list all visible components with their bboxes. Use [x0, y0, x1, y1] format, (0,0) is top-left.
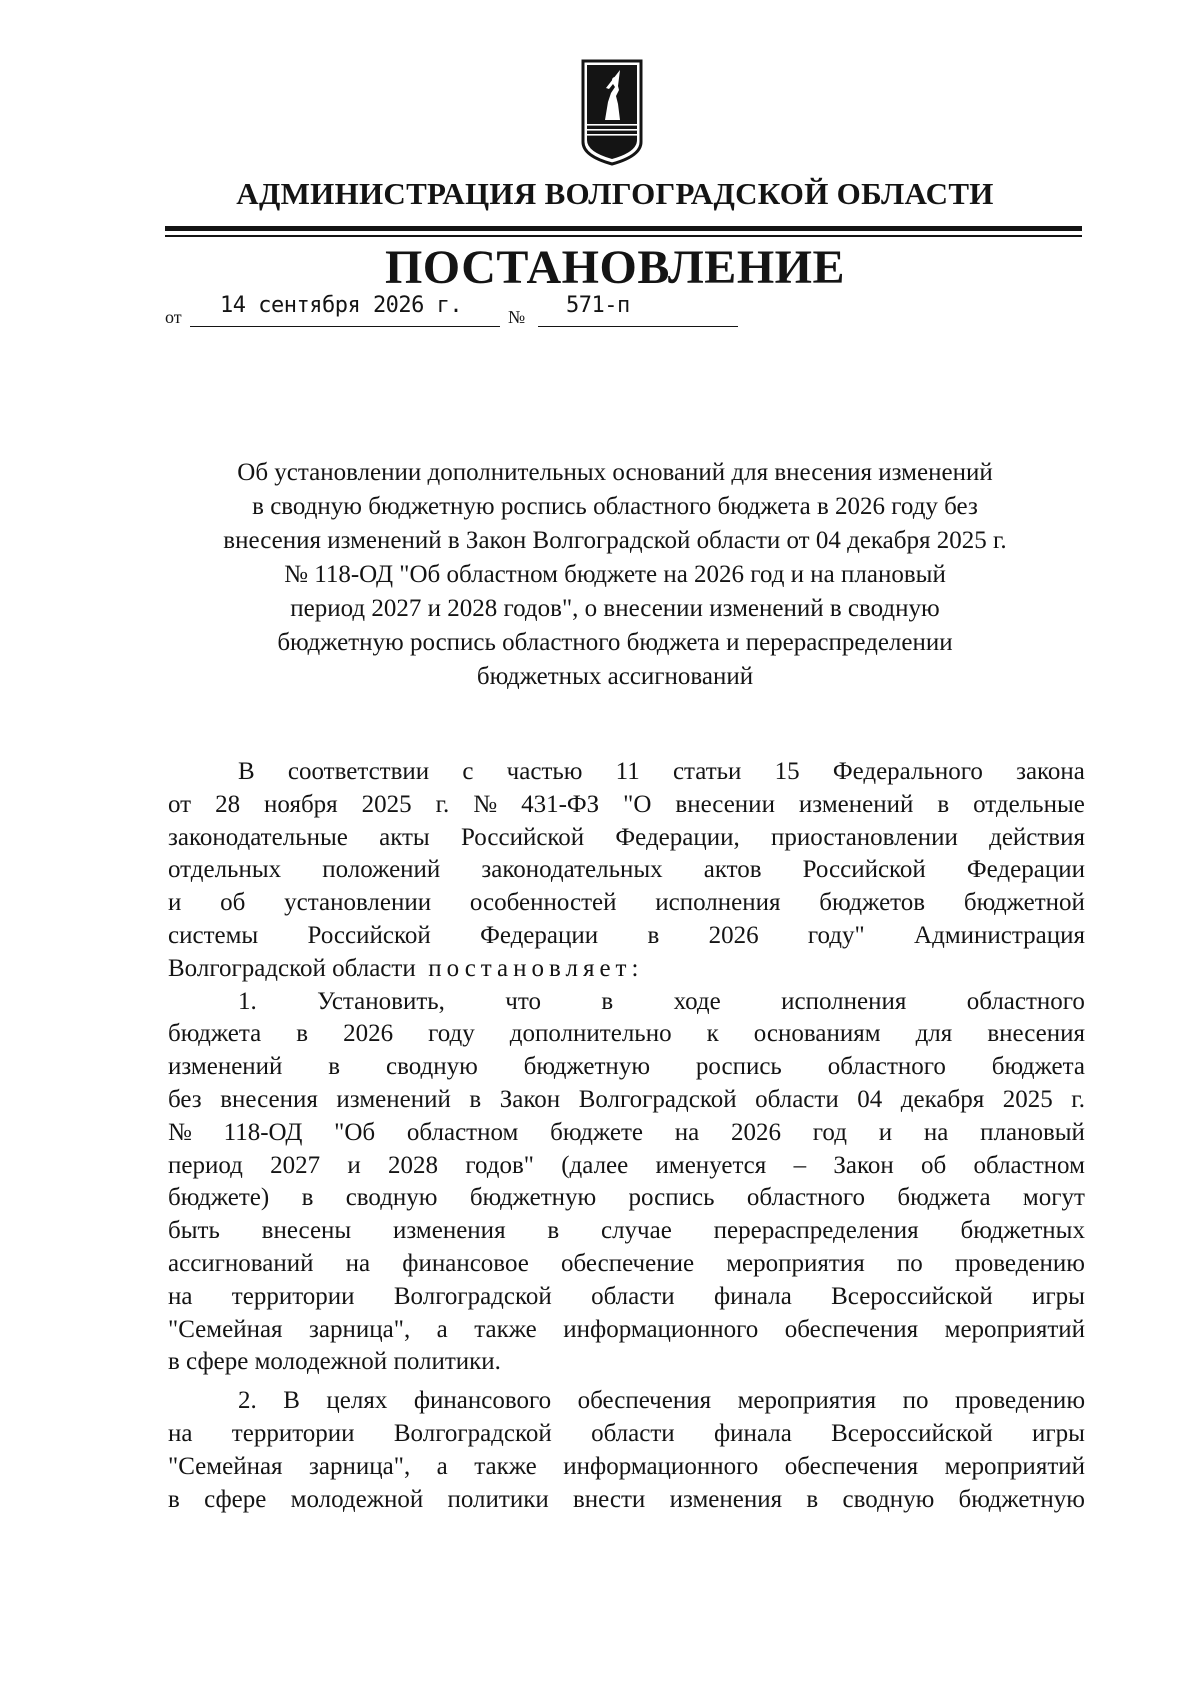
- clause-1-line: [168, 1150, 1085, 1183]
- word: системы: [168, 921, 259, 949]
- word: обеспечения: [784, 1315, 919, 1343]
- word: №: [473, 790, 498, 818]
- word: без: [168, 1085, 202, 1113]
- word: 431-ФЗ: [521, 790, 600, 818]
- word: от: [168, 790, 192, 818]
- word: актов: [703, 856, 762, 884]
- document-number: 571-п: [566, 293, 630, 318]
- word: мероприятия: [737, 1387, 877, 1415]
- word: в: [601, 987, 614, 1015]
- word: изменения: [393, 1217, 506, 1245]
- word: г.: [435, 790, 450, 818]
- word: бюджете: [550, 1118, 644, 1146]
- word: закона: [1016, 758, 1085, 785]
- word: в: [937, 790, 950, 818]
- word: особенностей: [469, 889, 617, 917]
- word: бюджетной: [963, 889, 1085, 917]
- clause-1-line: в сфере молодежной политики.: [168, 1348, 501, 1376]
- body-line: [168, 789, 1085, 822]
- clause-1-line: [168, 1248, 1085, 1281]
- word: период: [168, 1151, 243, 1179]
- clause-1-line: [168, 1084, 1085, 1117]
- body-line: [168, 756, 1085, 789]
- word: Всероссийской: [831, 1282, 993, 1310]
- word: 28: [215, 790, 241, 818]
- word: 2.: [238, 1387, 257, 1415]
- date-underline: [190, 326, 500, 327]
- body-line: [168, 953, 1085, 986]
- word: бюджете): [168, 1184, 270, 1212]
- word: области: [755, 1085, 839, 1113]
- word: Закон: [833, 1151, 894, 1179]
- word: областного: [746, 1184, 866, 1212]
- word: (далее: [561, 1151, 629, 1179]
- word: и: [878, 1118, 893, 1146]
- word: молодежной: [290, 1485, 424, 1513]
- word: изменений: [336, 1085, 451, 1113]
- word: основаниям: [753, 1020, 881, 1048]
- word: бюджетную: [523, 1053, 650, 1081]
- clause-1-line: [168, 1215, 1085, 1248]
- word: Российской: [460, 823, 585, 851]
- word: бюджетов: [819, 889, 926, 917]
- decree-verb: постановляет:: [428, 954, 644, 982]
- word: установлении: [284, 889, 432, 917]
- word: бюджета: [991, 1053, 1085, 1081]
- word: №: [168, 1118, 192, 1146]
- word: сфере: [204, 1485, 267, 1513]
- word: год: [812, 1118, 847, 1146]
- word: финансового: [413, 1387, 552, 1415]
- body-line: [168, 887, 1085, 920]
- clause-2-line: [168, 1418, 1085, 1451]
- word: Российской: [307, 921, 431, 949]
- clause-1-line: [168, 1117, 1085, 1150]
- word: обеспечения: [577, 1387, 712, 1415]
- word: финала: [713, 1419, 792, 1447]
- word: игры: [1032, 1282, 1085, 1310]
- word: по: [902, 1387, 929, 1415]
- subject-line: Об установлении дополнительных оснований для внесения изменений: [237, 459, 993, 486]
- word: законодательных: [481, 856, 663, 884]
- word: "Семейная: [168, 1452, 283, 1480]
- word: исполнения: [781, 987, 907, 1015]
- word: бюджета: [168, 1020, 262, 1048]
- word: мероприятия: [726, 1249, 865, 1277]
- word: именуется: [655, 1151, 767, 1179]
- word: по: [896, 1249, 923, 1277]
- word: Волгоградской: [393, 1282, 552, 1310]
- word: Федерального: [832, 758, 983, 785]
- word: приостановлении: [770, 823, 958, 851]
- word: ассигнований: [168, 1249, 314, 1277]
- word: игры: [1032, 1419, 1085, 1447]
- clause-1-line: [168, 1314, 1085, 1347]
- word: информационного: [563, 1452, 759, 1480]
- word: статьи: [672, 758, 742, 785]
- document-date: 14 сентября 2026 г.: [220, 293, 463, 318]
- word: финансовое: [402, 1249, 529, 1277]
- word: также: [474, 1452, 537, 1480]
- word: г.: [1071, 1085, 1085, 1113]
- word: для: [915, 1020, 953, 1048]
- word: Установить,: [317, 987, 445, 1015]
- word: действия: [989, 823, 1085, 851]
- word: году": [807, 921, 865, 949]
- word: зарница",: [309, 1452, 411, 1480]
- word: Российской: [802, 856, 926, 884]
- word: на: [168, 1419, 193, 1447]
- word: 1.: [238, 987, 257, 1015]
- word: 2025: [1002, 1085, 1053, 1113]
- word: изменения: [669, 1485, 783, 1513]
- word: 15: [774, 758, 800, 785]
- word: с: [462, 758, 474, 785]
- word: области: [591, 1419, 675, 1447]
- word: в: [647, 921, 660, 949]
- word: внесения: [987, 1020, 1085, 1048]
- word: мероприятий: [944, 1452, 1085, 1480]
- date-label: от: [165, 307, 182, 327]
- word: в: [301, 1184, 314, 1212]
- word: быть: [168, 1217, 220, 1245]
- word: законодательные: [168, 823, 348, 851]
- word: к: [706, 1020, 719, 1048]
- word: финала: [713, 1282, 792, 1310]
- word: Закон: [499, 1085, 561, 1113]
- word: роспись: [628, 1184, 715, 1212]
- word: отдельных: [168, 856, 282, 884]
- word: на: [168, 1282, 193, 1310]
- word: бюджетную: [469, 1184, 597, 1212]
- word: внесении: [675, 790, 775, 818]
- clause-1-line: [168, 1051, 1085, 1084]
- word: положений: [322, 856, 441, 884]
- clause-2-line: [168, 1451, 1085, 1484]
- body-line: [168, 854, 1085, 887]
- word: 2028: [388, 1151, 439, 1179]
- word: в: [296, 1020, 309, 1048]
- word: 118-ОД: [223, 1118, 303, 1146]
- word: могут: [1022, 1184, 1085, 1212]
- word: частью: [506, 758, 583, 785]
- word: проведению: [954, 1387, 1085, 1415]
- clause-2-line: [168, 1484, 1085, 1517]
- word: областного: [827, 1053, 946, 1081]
- word: мероприятий: [944, 1315, 1085, 1343]
- body-line: [168, 822, 1085, 855]
- word: на: [345, 1249, 371, 1277]
- volgograd-coat-of-arms-icon: [580, 58, 644, 166]
- word: 2027: [270, 1151, 321, 1179]
- word: бюджетных: [960, 1217, 1085, 1245]
- number-label: №: [508, 307, 526, 327]
- word: Всероссийской: [831, 1419, 993, 1447]
- word: 2026: [731, 1118, 782, 1146]
- word: изменений: [168, 1053, 283, 1081]
- word: в: [469, 1085, 482, 1113]
- subject-line: в сводную бюджетную роспись областного бюджета в 2026 году без: [252, 493, 978, 520]
- word: акты: [379, 823, 430, 851]
- word: 04: [857, 1085, 883, 1113]
- header-rule-thick: [165, 226, 1082, 231]
- word: "Семейная: [168, 1315, 283, 1343]
- subject-line: бюджетных ассигнований: [476, 663, 754, 690]
- word: ходе: [673, 987, 721, 1015]
- word: в: [168, 1485, 180, 1513]
- word: в: [547, 1217, 560, 1245]
- document-type-title: ПОСТАНОВЛЕНИЕ: [384, 241, 846, 294]
- word: декабря: [900, 1085, 985, 1113]
- subject-line: бюджетную роспись областного бюджета и перераспределении: [277, 629, 953, 656]
- word: об: [220, 889, 246, 917]
- word: областного: [966, 987, 1085, 1015]
- word: внести: [573, 1485, 646, 1513]
- word: и: [347, 1151, 361, 1179]
- number-underline: [538, 326, 738, 327]
- word: области: [591, 1282, 675, 1310]
- word: сводную: [842, 1485, 935, 1513]
- word: сводную: [345, 1184, 438, 1212]
- word: также: [474, 1315, 537, 1343]
- word: сводную: [385, 1053, 478, 1081]
- word: внесены: [261, 1217, 352, 1245]
- word: Федерации,: [615, 823, 740, 851]
- word: политики: [447, 1485, 549, 1513]
- clause-2-line: [168, 1385, 1085, 1418]
- word: зарница",: [309, 1315, 411, 1343]
- clause-1-line: [168, 986, 1085, 1019]
- word: бюджета: [897, 1184, 991, 1212]
- clause-1-line: [168, 1182, 1085, 1215]
- word: и: [168, 889, 182, 917]
- word: а: [436, 1452, 448, 1480]
- body-line: [168, 920, 1085, 953]
- word: на: [674, 1118, 700, 1146]
- subject-line: период 2027 и 2028 годов", о внесении изменений в сводную: [290, 595, 940, 622]
- word: перераспределения: [713, 1217, 919, 1245]
- word: годов": [465, 1151, 534, 1179]
- word: исполнения: [655, 889, 781, 917]
- word: что: [505, 987, 541, 1015]
- clause-1-line: [168, 1018, 1085, 1051]
- word: ноября: [264, 790, 338, 818]
- word: 2025: [361, 790, 412, 818]
- word: внесения: [220, 1085, 318, 1113]
- word: "Об: [334, 1118, 376, 1146]
- word: обеспечения: [784, 1452, 919, 1480]
- word: случае: [600, 1217, 672, 1245]
- subject-line: внесения изменений в Закон Волгоградской области от 04 декабря 2025 г.: [223, 527, 1007, 554]
- word: В: [283, 1387, 300, 1415]
- word: году: [428, 1020, 475, 1048]
- word: роспись: [695, 1053, 782, 1081]
- word: на: [923, 1118, 949, 1146]
- word: Волгоградской: [578, 1085, 737, 1113]
- word: плановый: [980, 1118, 1085, 1146]
- word: проведению: [954, 1249, 1085, 1277]
- subject-line: № 118-ОД "Об областном бюджете на 2026 год и на плановый: [284, 561, 946, 588]
- word: а: [436, 1315, 448, 1343]
- word: целях: [326, 1387, 388, 1415]
- word: 2026: [708, 921, 759, 949]
- document-subject: [150, 456, 1080, 694]
- document-body: [168, 756, 1085, 1516]
- word: Федерации: [480, 921, 599, 949]
- word: Федерации: [966, 856, 1085, 884]
- word: об: [920, 1151, 947, 1179]
- word: дополнительно: [509, 1020, 672, 1048]
- clause-1-line: [168, 1281, 1085, 1314]
- word: в: [806, 1485, 819, 1513]
- word: Администрация: [914, 921, 1085, 949]
- word: "О: [623, 790, 652, 818]
- word: в: [328, 1053, 341, 1081]
- word: отдельные: [973, 790, 1085, 818]
- word: 2026: [343, 1020, 394, 1048]
- word: –: [793, 1151, 807, 1179]
- word: изменений: [798, 790, 914, 818]
- word: 11: [615, 758, 640, 785]
- word: территории: [231, 1419, 355, 1447]
- body-text: Волгоградской области: [168, 954, 416, 982]
- word: соответствии: [287, 758, 430, 785]
- word: обеспечение: [560, 1249, 695, 1277]
- organization-name: АДМИНИСТРАЦИЯ ВОЛГОГРАДСКОЙ ОБЛАСТИ: [236, 176, 994, 211]
- word: территории: [231, 1282, 355, 1310]
- header-rule-thin: [165, 235, 1082, 237]
- word: областном: [406, 1118, 519, 1146]
- word: областном: [973, 1151, 1085, 1179]
- word: бюджетную: [958, 1485, 1085, 1513]
- word: Волгоградской: [393, 1419, 552, 1447]
- word: информационного: [563, 1315, 759, 1343]
- word: В: [238, 758, 255, 785]
